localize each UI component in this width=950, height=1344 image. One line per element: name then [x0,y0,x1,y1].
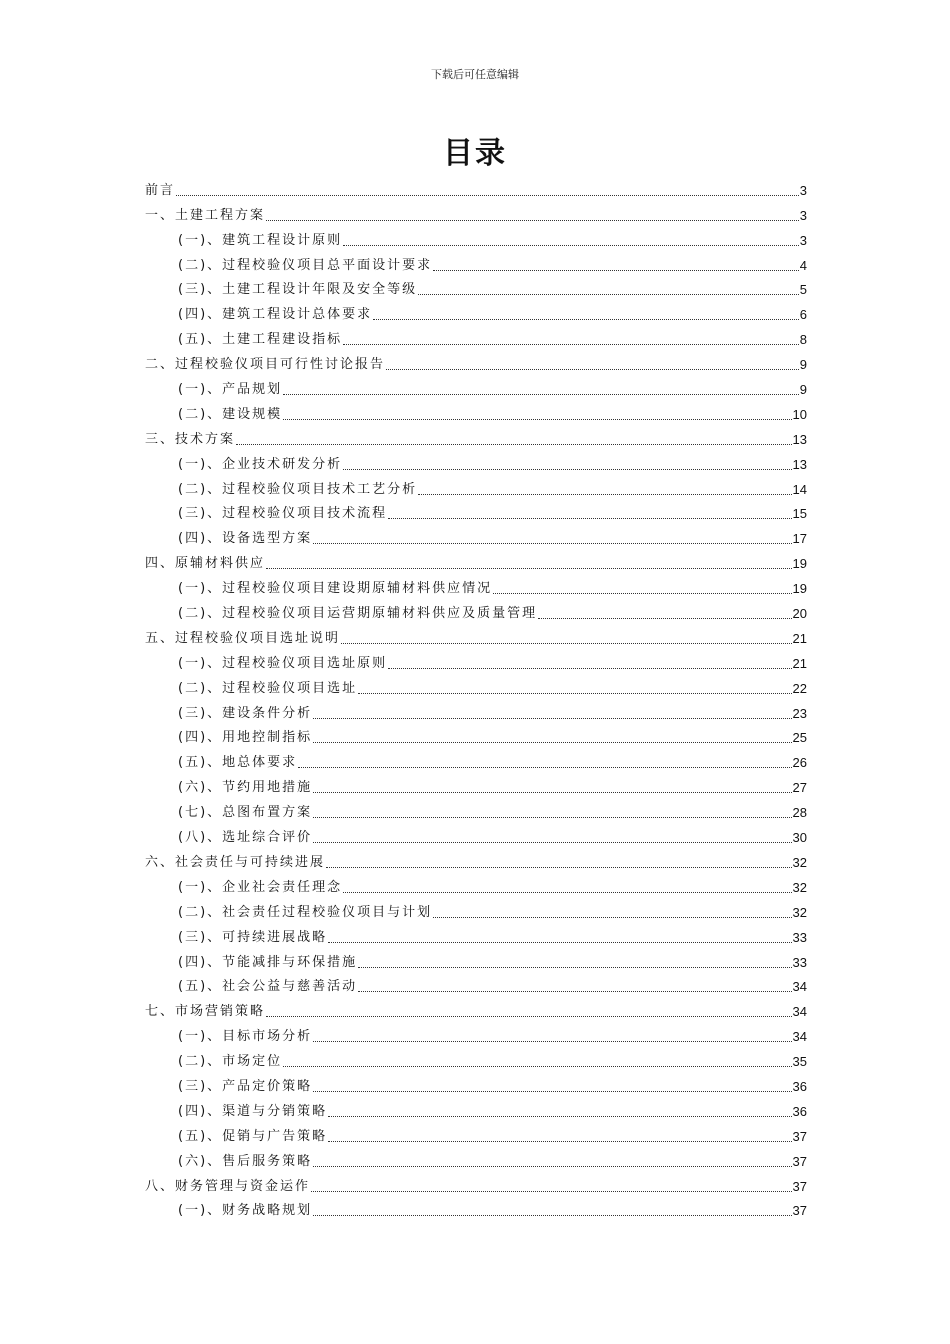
toc-page-number: 22 [792,680,807,696]
toc-entry-label: (一)、目标市场分析 [178,1029,313,1045]
dot-leader [266,567,792,569]
toc-subentry[interactable] [145,1196,807,1221]
toc-entry-label: (二)、市场定位 [178,1054,283,1070]
toc-page-number: 32 [792,904,807,920]
toc-subentry[interactable] [145,275,807,300]
toc-entry-label: 三、技术方案 [145,431,236,447]
toc-page-number: 34 [792,1004,807,1020]
toc-entry-label: (三)、过程校验仪项目技术流程 [178,506,388,522]
dot-leader [343,244,799,246]
toc-entry-label: (二)、过程校验仪项目运营期原辅材料供应及质量管理 [178,606,538,622]
page-title: 目录 [443,136,507,171]
toc-page-number: 21 [792,655,807,671]
toc-page-number: 6 [799,307,807,323]
toc-entry-label: (五)、促销与广告策略 [178,1128,328,1144]
toc-page-number: 36 [792,1103,807,1119]
dot-leader [313,717,791,719]
toc-page-number: 8 [799,332,807,348]
toc-page-number: 13 [792,456,807,472]
toc-entry-label: (三)、建设条件分析 [178,705,313,721]
toc-page-number: 19 [792,581,807,597]
toc-subentry[interactable] [145,872,807,897]
toc-subentry[interactable] [145,598,807,623]
toc-subentry[interactable] [145,225,807,250]
dot-leader [538,617,791,619]
toc-page-number: 37 [792,1128,807,1144]
toc-entry-label: (二)、建设规模 [178,406,283,422]
toc-entry-label: (六)、售后服务策略 [178,1153,313,1169]
toc-subentry[interactable] [145,822,807,847]
toc-entry-label: (四)、建筑工程设计总体要求 [178,307,373,323]
toc-entry-label: 前言 [145,182,176,198]
toc-entry-label: (五)、地总体要求 [178,755,298,771]
toc-subentry[interactable] [145,922,807,947]
dot-leader [341,642,792,644]
toc-page-number: 15 [792,506,807,522]
toc-page-number: 32 [792,854,807,870]
dot-leader [298,766,791,768]
dot-leader [313,1090,791,1092]
toc-entry-label: 一、土建工程方案 [145,207,266,223]
toc-entry[interactable] [145,996,807,1021]
dot-leader [328,1115,791,1117]
toc-page-number: 10 [792,406,807,422]
dot-leader [313,1165,791,1167]
toc-entry-label: (二)、过程校验仪项目总平面设计要求 [178,257,433,273]
toc-subentry[interactable] [145,1121,807,1146]
toc-entry-label: 二、过程校验仪项目可行性讨论报告 [145,357,386,373]
toc-subentry[interactable] [145,1071,807,1096]
toc-entry-label: (六)、节约用地措施 [178,780,313,796]
dot-leader [328,941,791,943]
toc-page-number: 37 [792,1178,807,1194]
toc-entry-label: (一)、企业技术研发分析 [178,456,343,472]
toc-entry-label: (二)、过程校验仪项目选址 [178,680,358,696]
toc-subentry[interactable] [145,449,807,474]
toc-page-number: 35 [792,1054,807,1070]
toc-entry[interactable] [145,847,807,872]
toc-page-number: 30 [792,830,807,846]
toc-entry-label: 五、过程校验仪项目选址说明 [145,630,341,646]
header-note: 下载后可任意编辑 [431,68,519,81]
toc-page-number: 27 [792,780,807,796]
toc-entry-label: (一)、企业社会责任理念 [178,879,343,895]
dot-leader [283,393,799,395]
toc-subentry[interactable] [145,324,807,349]
dot-leader [418,493,791,495]
toc-page-number: 14 [792,481,807,497]
toc-page-number: 25 [792,730,807,746]
toc-subentry[interactable] [145,1021,807,1046]
dot-leader [328,1140,791,1142]
toc-subentry[interactable] [145,747,807,772]
toc-entry-label: (三)、土建工程设计年限及安全等级 [178,282,418,298]
toc-page-number: 20 [792,606,807,622]
dot-leader [283,1065,791,1067]
toc-entry[interactable] [145,548,807,573]
toc-subentry[interactable] [145,673,807,698]
toc-entry[interactable] [145,349,807,374]
toc-subentry[interactable] [145,499,807,524]
toc-subentry[interactable] [145,723,807,748]
dot-leader [343,891,791,893]
toc-page-number: 33 [792,929,807,945]
toc-subentry[interactable] [145,1096,807,1121]
toc-entry-label: (二)、社会责任过程校验仪项目与计划 [178,904,433,920]
dot-leader [343,468,791,470]
dot-leader [283,418,791,420]
toc-page-number: 3 [799,182,807,198]
table-of-contents [145,175,807,1220]
toc-subentry[interactable] [145,772,807,797]
toc-entry[interactable] [145,1171,807,1196]
toc-page-number: 32 [792,879,807,895]
toc-entry-label: (三)、可持续进展战略 [178,929,328,945]
toc-page-number: 37 [792,1203,807,1219]
dot-leader [313,1214,791,1216]
dot-leader [313,816,791,818]
toc-page-number: 23 [792,705,807,721]
toc-page-number: 3 [799,232,807,248]
dot-leader [418,293,799,295]
toc-entry-label: (四)、用地控制指标 [178,730,313,746]
toc-page-number: 26 [792,755,807,771]
toc-entry[interactable] [145,200,807,225]
dot-leader [313,542,791,544]
toc-subentry[interactable] [145,648,807,673]
dot-leader [358,990,791,992]
toc-entry-label: (四)、渠道与分销策略 [178,1103,328,1119]
toc-subentry[interactable] [145,947,807,972]
toc-subentry[interactable] [145,474,807,499]
dot-leader [433,916,791,918]
toc-page-number: 17 [792,531,807,547]
toc-entry-label: (三)、产品定价策略 [178,1078,313,1094]
toc-entry-label: (五)、社会公益与慈善活动 [178,979,358,995]
toc-entry[interactable] [145,424,807,449]
toc-entry[interactable] [145,623,807,648]
toc-entry-label: 八、财务管理与资金运作 [145,1178,311,1194]
toc-entry-label: (四)、设备选型方案 [178,531,313,547]
toc-entry-label: 七、市场营销策略 [145,1004,266,1020]
dot-leader [236,443,792,445]
dot-leader [388,517,791,519]
toc-entry-label: (一)、财务战略规划 [178,1203,313,1219]
dot-leader [433,269,799,271]
toc-entry-label: 六、社会责任与可持续进展 [145,854,326,870]
dot-leader [313,841,791,843]
dot-leader [313,791,791,793]
toc-subentry[interactable] [145,1046,807,1071]
toc-page-number: 34 [792,979,807,995]
toc-page-number: 37 [792,1153,807,1169]
toc-entry-label: (七)、总图布置方案 [178,805,313,821]
dot-leader [388,667,791,669]
toc-entry-label: (一)、产品规划 [178,382,283,398]
dot-leader [176,194,799,196]
toc-subentry[interactable] [145,698,807,723]
dot-leader [373,318,799,320]
toc-subentry[interactable] [145,399,807,424]
toc-subentry[interactable] [145,797,807,822]
dot-leader [358,966,791,968]
toc-subentry[interactable] [145,299,807,324]
toc-page-number: 9 [799,357,807,373]
toc-page-number: 5 [799,282,807,298]
toc-page-number: 9 [799,382,807,398]
dot-leader [493,592,791,594]
toc-entry[interactable] [145,175,807,200]
toc-subentry[interactable] [145,374,807,399]
dot-leader [313,1040,791,1042]
toc-entry-label: (五)、土建工程建设指标 [178,332,343,348]
toc-subentry[interactable] [145,897,807,922]
toc-entry-label: (二)、过程校验仪项目技术工艺分析 [178,481,418,497]
toc-subentry[interactable] [145,1146,807,1171]
toc-page-number: 3 [799,207,807,223]
toc-page-number: 34 [792,1029,807,1045]
dot-leader [266,219,799,221]
toc-entry-label: (四)、节能减排与环保措施 [178,954,358,970]
dot-leader [266,1015,792,1017]
toc-page-number: 36 [792,1078,807,1094]
toc-subentry[interactable] [145,972,807,997]
toc-subentry[interactable] [145,523,807,548]
dot-leader [311,1190,792,1192]
toc-page-number: 13 [792,431,807,447]
dot-leader [386,368,799,370]
toc-subentry[interactable] [145,573,807,598]
toc-page-number: 21 [792,630,807,646]
toc-entry-label: (一)、过程校验仪项目选址原则 [178,655,388,671]
toc-entry-label: 四、原辅材料供应 [145,556,266,572]
dot-leader [313,741,791,743]
toc-entry-label: (一)、建筑工程设计原则 [178,232,343,248]
dot-leader [326,866,792,868]
toc-page-number: 28 [792,805,807,821]
toc-page-number: 4 [799,257,807,273]
dot-leader [358,692,791,694]
dot-leader [343,343,799,345]
toc-subentry[interactable] [145,250,807,275]
toc-entry-label: (一)、过程校验仪项目建设期原辅材料供应情况 [178,581,493,597]
toc-page-number: 19 [792,556,807,572]
toc-page-number: 33 [792,954,807,970]
toc-entry-label: (八)、选址综合评价 [178,830,313,846]
